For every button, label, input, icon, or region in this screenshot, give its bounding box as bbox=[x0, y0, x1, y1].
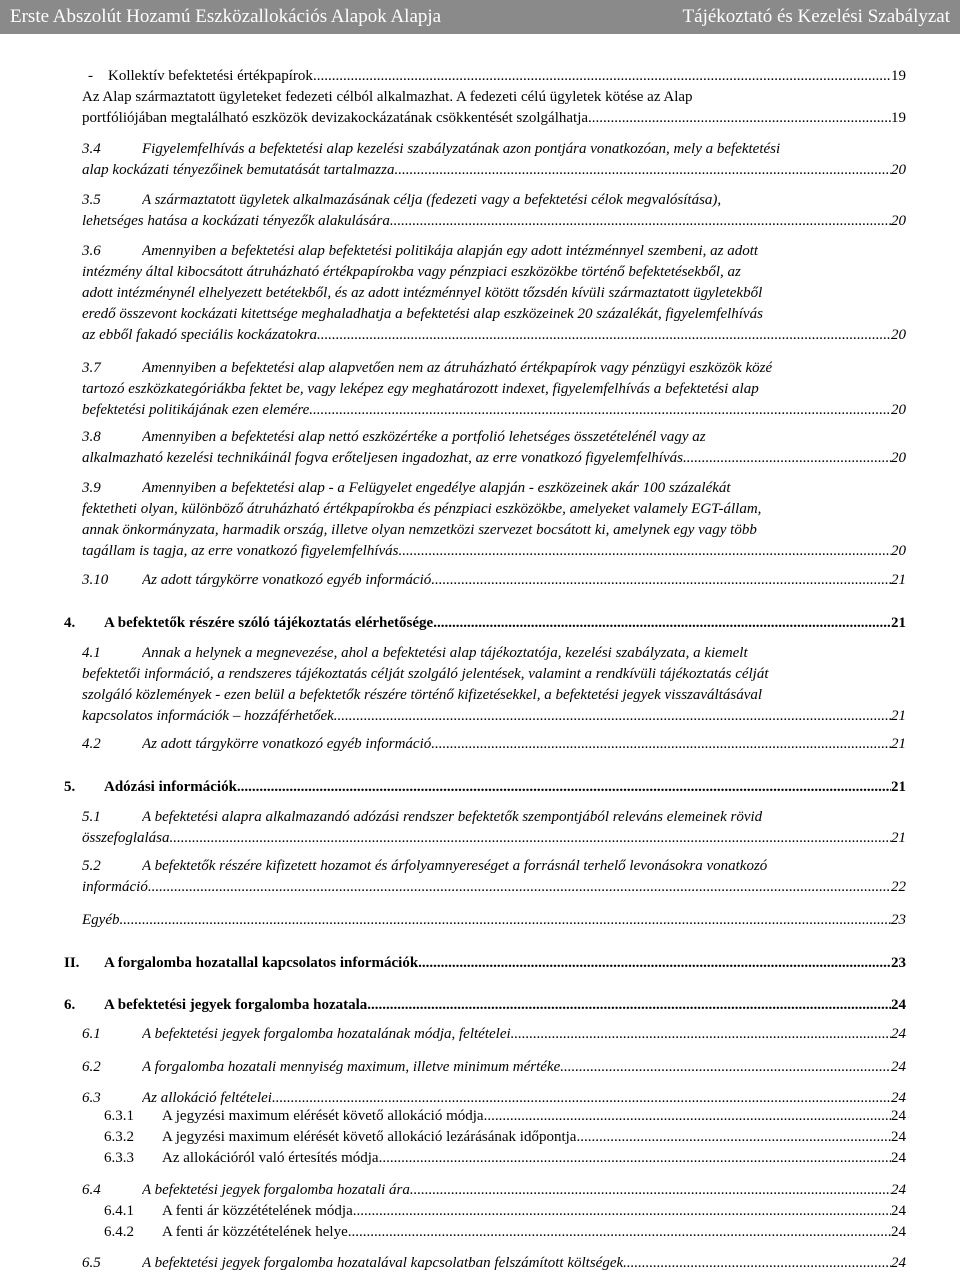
toc-leader-dots bbox=[170, 829, 891, 847]
toc-entry-title: Az allokációról való értesítés módja bbox=[162, 1150, 379, 1166]
toc-page-number: 20 bbox=[891, 543, 906, 559]
toc-page-number: 24 bbox=[891, 1255, 906, 1271]
toc-entry-title: Amennyiben a befektetési alap - a Felügyelet engedélye alapján - eszközeinek akár 100 százalékát bbox=[142, 480, 731, 496]
toc-entry-title: szolgáló közlemények - ezen belül a befektetők részére történő kifizetésekkel, a befektetési jegyek visszaváltásával bbox=[82, 687, 763, 703]
toc-leader-dots bbox=[390, 212, 891, 230]
toc-leader-dots bbox=[431, 735, 891, 753]
toc-entry-title: Az adott tárgykörre vonatkozó egyéb információ bbox=[142, 572, 432, 588]
toc-leader-dots bbox=[683, 449, 891, 467]
toc-leader-dots bbox=[418, 954, 891, 972]
toc-page-number: 20 bbox=[891, 402, 906, 418]
toc-entry-title: A befektetési alapra alkalmazandó adózási rendszer befektetők szempontjából releváns elemeinek rövid bbox=[142, 809, 763, 825]
toc-leader-dots bbox=[237, 778, 891, 796]
toc-entry-title: A származtatott ügyletek alkalmazásának célja (fedezeti vagy a befektetési célok megvalósítása), bbox=[142, 192, 722, 208]
toc-entry-number: 6.3.3 bbox=[104, 1150, 134, 1166]
toc-entry-title: tartozó eszközkategóriákba fektet be, vagy leképez egy meghatározott indexet, figyelemfelhívás a befektetési alap bbox=[82, 381, 759, 397]
toc-leader-dots bbox=[511, 1025, 891, 1043]
toc-page-number: 24 bbox=[891, 1203, 906, 1219]
toc-entry-number: - bbox=[88, 68, 93, 84]
toc-entry-title: A forgalomba hozatali mennyiség maximum, illetve minimum mértéke bbox=[142, 1059, 561, 1075]
toc-page-number: 20 bbox=[891, 450, 906, 466]
toc-entry-title: alkalmazható kezelési technikáinál fogva erőteljesen ingadozhat, az erre vonatkozó figyelemfelhívás bbox=[82, 450, 683, 466]
toc-page-number: 21 bbox=[891, 779, 906, 795]
toc-entry-title: fektetheti olyan, különböző átruházható értékpapírokba és pénzpiaci eszközökbe, amelyeket valamely EGT-állam, bbox=[82, 501, 762, 517]
toc-entry-title: Annak a helynek a megnevezése, ahol a befektetési alap tájékoztatója, kezelési szabályzata, a kiemelt bbox=[142, 645, 748, 661]
toc-entry-number: 3.4 bbox=[82, 141, 101, 157]
toc-entry-title: Amennyiben a befektetési alap alapvetően nem az átruházható értékpapírok vagy pénzügyi eszközök közé bbox=[142, 360, 773, 376]
toc-page-number: 23 bbox=[891, 955, 906, 971]
toc-leader-dots bbox=[484, 1107, 891, 1125]
toc-entry-title: befektetési politikájának ezen elemére bbox=[82, 402, 310, 418]
toc-entry-number: 6.3.2 bbox=[104, 1129, 134, 1145]
toc-page-number: 24 bbox=[891, 1182, 906, 1198]
toc-leader-dots bbox=[353, 1202, 891, 1220]
toc-entry-title: A befektetési jegyek forgalomba hozatalával kapcsolatban felszámított költségek bbox=[142, 1255, 624, 1271]
toc-page-number: 19 bbox=[891, 110, 906, 126]
toc-entry-title: adott intézménynél elhelyezett betétekből, és az adott intézménnyel kötött tőzsdén kívüli származtatott ügyletekből bbox=[82, 285, 763, 301]
toc-entry-number: 6.3.1 bbox=[104, 1108, 134, 1124]
toc-page-number: 20 bbox=[891, 213, 906, 229]
toc-page-number: 23 bbox=[891, 912, 906, 928]
toc-entry-number: 4.2 bbox=[82, 736, 101, 752]
toc-entry-title: összefoglalása bbox=[82, 830, 170, 846]
toc-leader-dots bbox=[313, 67, 891, 85]
toc-leader-dots bbox=[119, 911, 891, 929]
toc-leader-dots bbox=[317, 326, 891, 344]
toc-entry-title: Egyéb bbox=[82, 912, 120, 928]
toc-leader-dots bbox=[623, 1254, 891, 1272]
toc-entry-title: A forgalomba hozatallal kapcsolatos információk bbox=[104, 955, 419, 971]
toc-entry-title: A befektetési jegyek forgalomba hozatalának módja, feltételei bbox=[142, 1026, 511, 1042]
toc-leader-dots bbox=[367, 996, 891, 1014]
toc-leader-dots bbox=[398, 542, 891, 560]
toc-page-number: 24 bbox=[891, 1108, 906, 1124]
toc-entry-number: 5.1 bbox=[82, 809, 101, 825]
toc-entry-title: portfóliójában megtalálható eszközök devizakockázatának csökkentését szolgálhatja. bbox=[82, 110, 592, 126]
toc-entry-number: II. bbox=[64, 955, 80, 971]
toc-page-number: 24 bbox=[891, 1224, 906, 1240]
toc-entry-number: 3.10 bbox=[82, 572, 109, 588]
toc-entry-number: 3.8 bbox=[82, 429, 101, 445]
toc-entry-number: 3.7 bbox=[82, 360, 101, 376]
toc-page-number: 21 bbox=[891, 708, 906, 724]
toc-entry-title: befektetői információ, a rendszeres tájékoztatás célját szolgáló jelentések, valamint a rendkívüli tájékoztatás célját bbox=[82, 666, 769, 682]
toc-entry-number: 5.2 bbox=[82, 858, 101, 874]
toc-entry-number: 6.3 bbox=[82, 1090, 101, 1106]
toc-entry-number: 5. bbox=[64, 779, 76, 795]
toc-page-number: 19 bbox=[891, 68, 906, 84]
toc-entry-title: Adózási információk bbox=[104, 779, 237, 795]
toc-leader-dots bbox=[394, 161, 891, 179]
toc-entry-title: A jegyzési maximum elérését követő allokáció lezárásának időpontja bbox=[162, 1129, 577, 1145]
toc-entry-title: alap kockázati tényezőinek bemutatását tartalmazza bbox=[82, 162, 395, 178]
toc-page-number: 21 bbox=[891, 572, 906, 588]
toc-entry-number: 6.1 bbox=[82, 1026, 101, 1042]
toc-entry-title: A jegyzési maximum elérését követő allokáció módja bbox=[162, 1108, 484, 1124]
toc-page-number: 24 bbox=[891, 1090, 906, 1106]
header-section-title: Tájékoztató és Kezelési Szabályzat bbox=[682, 6, 950, 27]
toc-entry-title: annak önkormányzata, harmadik ország, illetve olyan nemzetközi szervezet bocsátott ki, amelynek egy vagy több bbox=[82, 522, 757, 538]
toc-page-number: 22 bbox=[891, 879, 906, 895]
toc-leader-dots bbox=[272, 1089, 891, 1107]
toc-entry-number: 3.6 bbox=[82, 243, 101, 259]
toc-entry-title: kapcsolatos információk – hozzáférhetőek bbox=[82, 708, 334, 724]
toc-entry-title: lehetséges hatása a kockázati tényezők alakulására bbox=[82, 213, 390, 229]
toc-entry-title: A fenti ár közzétételének helye bbox=[162, 1224, 348, 1240]
toc-page-number: 21 bbox=[891, 736, 906, 752]
toc-entry-title: intézmény által kibocsátott átruházható értékpapírokba vagy pénzpiaci eszközökbe történő befektetésekből, az bbox=[82, 264, 741, 280]
toc-leader-dots bbox=[433, 614, 891, 632]
toc-entry-title: A befektetők részére szóló tájékoztatás elérhetősége bbox=[104, 615, 434, 631]
toc-entry-title: az ebből fakadó speciális kockázatokra bbox=[82, 327, 317, 343]
toc-entry-title: Figyelemfelhívás a befektetési alap kezelési szabályzatának azon pontjára vonatkozóan, mely a befektetési bbox=[142, 141, 781, 157]
toc-entry-number: 4. bbox=[64, 615, 76, 631]
toc-page-number: 24 bbox=[891, 1059, 906, 1075]
toc-entry-number: 6.4.2 bbox=[104, 1224, 134, 1240]
toc-leader-dots bbox=[431, 571, 891, 589]
toc-entry-number: 6.2 bbox=[82, 1059, 101, 1075]
toc-entry-number: 6.4.1 bbox=[104, 1203, 134, 1219]
toc-leader-dots bbox=[410, 1181, 891, 1199]
toc-entry-number: 3.5 bbox=[82, 192, 101, 208]
toc-leader-dots bbox=[334, 707, 891, 725]
toc-entry-title: A befektetők részére kifizetett hozamot és árfolyamnyereséget a forrásnál terhelő levonásokra vonatkozó bbox=[142, 858, 768, 874]
toc-page-number: 24 bbox=[891, 997, 906, 1013]
toc-leader-dots bbox=[348, 1223, 891, 1241]
toc-leader-dots bbox=[560, 1058, 891, 1076]
toc-page-number: 21 bbox=[891, 615, 906, 631]
toc-entry-number: 6. bbox=[64, 997, 76, 1013]
toc-leader-dots bbox=[148, 878, 891, 896]
toc-page-number: 24 bbox=[891, 1026, 906, 1042]
toc-entry-title: Az adott tárgykörre vonatkozó egyéb információ bbox=[142, 736, 432, 752]
toc-page-number: 21 bbox=[891, 830, 906, 846]
toc-entry-title: Amennyiben a befektetési alap befektetési politikája alapján egy adott intézménnyel szembeni, az adott bbox=[142, 243, 759, 259]
toc-entry-title: tagállam is tagja, az erre vonatkozó figyelemfelhívás bbox=[82, 543, 399, 559]
toc-page-number: 24 bbox=[891, 1129, 906, 1145]
toc-leader-dots bbox=[379, 1149, 891, 1167]
toc-entry-title: információ bbox=[82, 879, 148, 895]
toc-page-number: 24 bbox=[891, 1150, 906, 1166]
toc-entry-title: A fenti ár közzétételének módja bbox=[162, 1203, 353, 1219]
toc-entry-title: Kollektív befektetési értékpapírok bbox=[108, 68, 313, 84]
toc-page-number: 20 bbox=[891, 162, 906, 178]
toc-entry-number: 4.1 bbox=[82, 645, 101, 661]
toc-entry-number: 3.9 bbox=[82, 480, 101, 496]
toc-entry-title: A befektetési jegyek forgalomba hozatala bbox=[104, 997, 368, 1013]
toc-leader-dots bbox=[576, 1128, 891, 1146]
toc-leader-dots bbox=[592, 109, 891, 127]
toc-entry-number: 6.4 bbox=[82, 1182, 101, 1198]
toc-page-number: 20 bbox=[891, 327, 906, 343]
toc-entry-title: Az Alap származtatott ügyleteket fedezeti célból alkalmazhat. A fedezeti célú ügyletek kötése az Alap bbox=[82, 89, 693, 105]
header-document-title: Erste Abszolút Hozamú Eszközallokációs Alapok Alapja bbox=[10, 6, 442, 27]
toc-leader-dots bbox=[309, 401, 891, 419]
toc-entry-title: Amennyiben a befektetési alap nettó eszközértéke a portfolió lehetséges összetételénél vagy az bbox=[142, 429, 706, 445]
toc-entry-title: eredő összevont kockázati kitettsége meghaladhatja a befektetési alap eszközeinek 20 százalékát, figyelemfelhívás bbox=[82, 306, 763, 322]
toc-entry-number: 6.5 bbox=[82, 1255, 101, 1271]
toc-entry-title: A befektetési jegyek forgalomba hozatali ára bbox=[142, 1182, 410, 1198]
toc-entry-title: Az allokáció feltételei bbox=[142, 1090, 272, 1106]
